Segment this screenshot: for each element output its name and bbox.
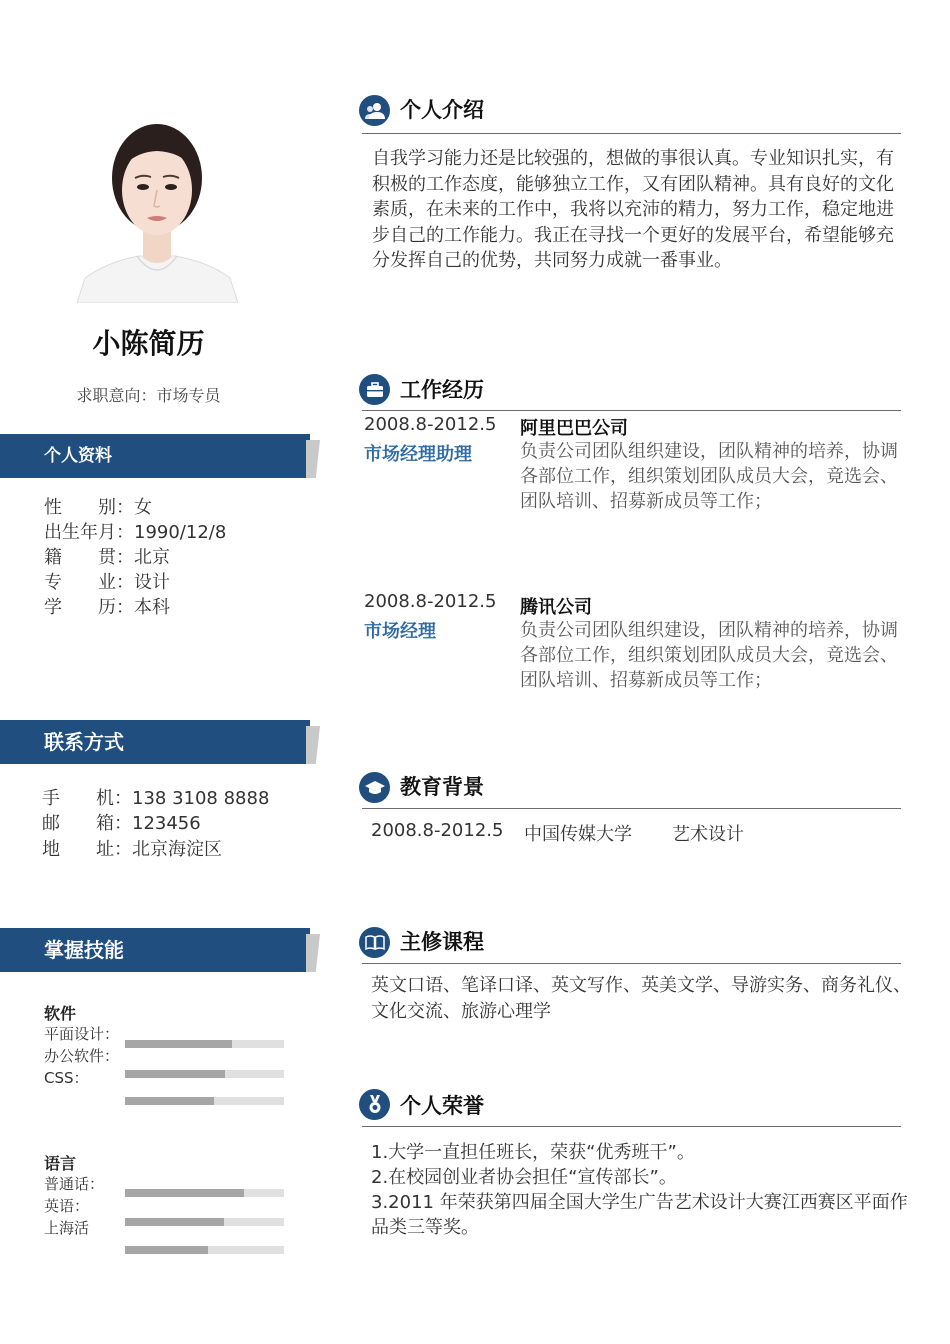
personal-info-band	[0, 434, 318, 478]
resume-name: 小陈简历	[92, 327, 205, 360]
info-gender: 性 别：女	[44, 497, 152, 518]
job-intent	[0, 383, 297, 406]
section-divider	[362, 1126, 901, 1127]
contact-email: 邮 箱：123456	[42, 813, 201, 834]
job-company: 阿里巴巴公司	[520, 418, 628, 439]
info-major: 专 业：设计	[44, 572, 170, 593]
section-divider	[362, 963, 901, 964]
skill-bar	[125, 1070, 284, 1078]
contact-address: 地 址：北京海淀区	[42, 839, 222, 860]
courses-text: 英文口语、笔译口译、英文写作、英美文学、导游实务、商务礼仪、文化交流、旅游心理学	[371, 975, 911, 1022]
skill-bar-fill	[125, 1070, 225, 1078]
language-bar	[125, 1218, 284, 1226]
skills-title: 掌握技能	[44, 938, 124, 962]
contact-band	[0, 720, 318, 764]
language-label: 普通话：	[44, 1175, 105, 1193]
job-role: 市场经理助理	[364, 444, 472, 465]
section-divider	[362, 133, 901, 134]
language-bar-fill	[125, 1218, 224, 1226]
education-date: 2008.8-2012.5	[371, 820, 504, 841]
book-icon	[359, 927, 390, 958]
graduation-cap-icon	[359, 772, 390, 803]
job-intent-value: 市场专员	[156, 386, 221, 405]
skill-label: 平面设计：	[44, 1025, 120, 1043]
personal-info-title: 个人资料	[44, 446, 112, 466]
job-date: 2008.8-2012.5	[364, 414, 497, 435]
job-company: 腾讯公司	[520, 597, 592, 618]
courses-title: 主修课程	[400, 930, 484, 954]
job-intent-label: 求职意向：	[76, 386, 157, 405]
language-label: 上海活	[44, 1219, 90, 1237]
profile-photo	[77, 116, 238, 303]
honor-item: 1.大学一直担任班长，荣获“优秀班干”。	[371, 1142, 695, 1163]
job-date: 2008.8-2012.5	[364, 591, 497, 612]
honors-list	[371, 1140, 911, 1240]
job-description: 负责公司团队组织建设，团队精神的培养，协调各部位工作，组织策划团队成员大会，竟选会、团队培训、招募新成员等工作；	[520, 620, 898, 691]
skill-bar-fill	[125, 1097, 214, 1105]
skill-bar	[125, 1040, 284, 1048]
software-heading: 软件	[44, 1004, 77, 1023]
info-hometown: 籍 贯：北京	[44, 547, 170, 568]
skill-label: CSS：	[44, 1069, 89, 1087]
honors-title: 个人荣誉	[400, 1094, 484, 1118]
job-description: 负责公司团队组织建设，团队精神的培养，协调各部位工作，组织策划团队成员大会，竟选会、团队培训、招募新成员等工作；	[520, 441, 898, 512]
education-major: 艺术设计	[672, 824, 744, 845]
users-icon	[359, 95, 390, 126]
skill-label: 办公软件：	[44, 1047, 120, 1065]
language-bar	[125, 1246, 284, 1254]
medal-icon	[359, 1089, 390, 1120]
honor-item: 3.2011 年荣获第四届全国大学生广告艺术设计大赛江西赛区平面作品类三等奖。	[371, 1192, 908, 1238]
skill-bar-fill	[125, 1040, 232, 1048]
section-divider	[362, 410, 901, 411]
education-school: 中国传媒大学	[524, 824, 632, 845]
language-bar	[125, 1189, 284, 1197]
info-degree: 学 历：本科	[44, 597, 170, 618]
briefcase-icon	[359, 374, 390, 405]
language-heading: 语言	[44, 1154, 77, 1173]
skills-band	[0, 928, 318, 972]
contact-title: 联系方式	[44, 730, 124, 754]
intro-text: 自我学习能力还是比较强的，想做的事很认真。专业知识扎实，有积极的工作态度，能够独立工作，又有团队精神。具有良好的文化素质，在未来的工作中，我将以充沛的精力，努力工作，稳定地进步自己的工作能力。我正在寻找一个更好的发展平台，希望能够充分发挥自己的优势，共同努力成就一番事业。	[372, 148, 894, 271]
language-bar-fill	[125, 1189, 244, 1197]
contact-phone: 手 机：138 3108 8888	[42, 788, 270, 809]
info-birthdate: 出生年月：1990/12/8	[44, 522, 227, 543]
language-label: 英语：	[44, 1197, 90, 1215]
education-title: 教育背景	[400, 775, 484, 799]
language-bar-fill	[125, 1246, 208, 1254]
section-divider	[362, 808, 901, 809]
skill-bar	[125, 1097, 284, 1105]
intro-title: 个人介绍	[400, 98, 484, 122]
honor-item: 2.在校园创业者协会担任“宣传部长”。	[371, 1167, 677, 1188]
work-title: 工作经历	[400, 378, 484, 402]
job-role: 市场经理	[364, 621, 436, 642]
